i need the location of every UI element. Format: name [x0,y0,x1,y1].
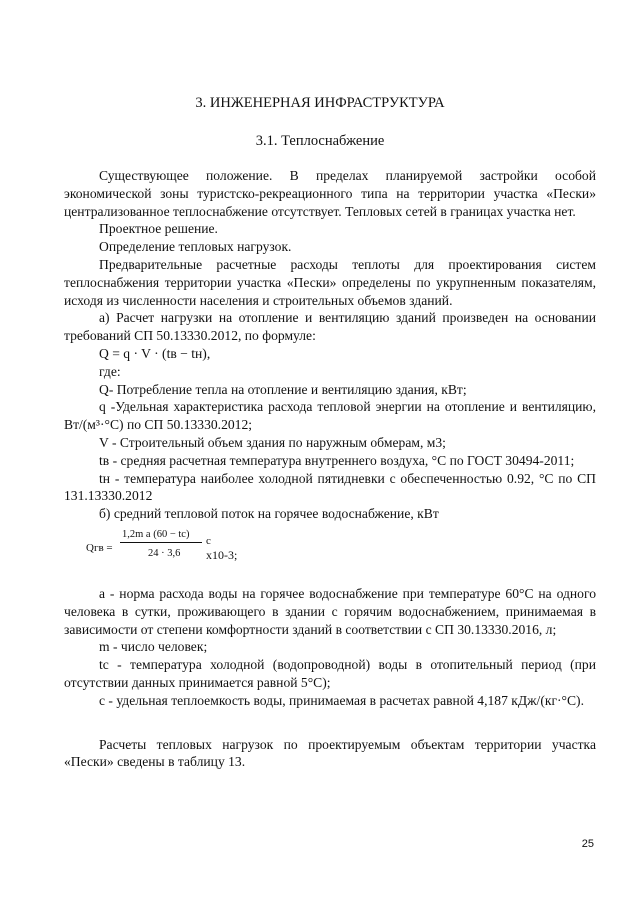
definition-q-total: Q- Потребление тепла на отопление и вентиляцию здания, кВт; [99,381,467,397]
body-text [64,167,596,771]
definition-t-inner: tв - средняя расчетная температура внутреннего воздуха, °С по ГОСТ 30494-2011; [99,452,575,468]
definition-volume: V - Строительный объем здания по наружным обмерам, м3; [99,434,446,450]
heating-formula: Q = q · V · (tв − tн), [99,345,211,361]
formula-denominator: 24 · 3,6 [148,547,181,559]
paragraph-load-definition: Определение тепловых нагрузок. [99,239,292,255]
definition-c: c - удельная теплоемкость воды, принимаемая в расчетах равной 4,187 кДж/(кг·°С). [99,692,584,708]
definition-m: m - число человек; [99,639,208,655]
subsection-title: 3.1. Теплоснабжение [255,133,385,149]
page-number: 25 [581,838,594,850]
paragraph-summary: Расчеты тепловых нагрузок по проектируемым объектам территории участка «Пески» сведены в таблицу 13. [64,736,596,770]
fraction-bar [120,542,202,543]
paragraph-hot-water: б) средний тепловой поток на горячее водоснабжение, кВт [99,506,439,522]
paragraph-heating-calc: а) Расчет нагрузки на отопление и вентиляцию зданий произведен на основании требований СП 50.13330.2012, по формуле: [64,310,596,344]
formula-c: c [206,534,211,547]
where-label: где: [99,363,121,379]
paragraph-existing-situation: Существующее положение. В пределах планируемой застройки особой экономической зоны туристско-рекреационного типа на территории участка «Пески» централизованное теплоснабжение отсутствует. Тепловых сетей в границах участка нет. [64,168,596,219]
formula-numerator: 1,2m a (60 − tс) [122,528,190,540]
definition-tc: tc - температура холодной (водопроводной) воды в отопительный период (при отсутствии данных принимается равной 5°С); [64,657,596,690]
definition-a: a - норма расхода воды на горячее водоснабжение при температуре 60°С на одного человека в сутки, проживающего в здании с горячим водоснабжением, принимаемая в зависимости от степени комфортности зданий в соответствии с СП 30.13330.2016, л; [64,585,596,637]
definition-t-outer: tн - температура наиболее холодной пятидневки с обеспеченностью 0.92, °С по СП 131.13330.2012 [64,470,596,504]
formula-lhs: Qгв = [86,541,113,554]
definition-q-specific: q -Удельная характеристика расхода тепловой энергии на отопление и вентиляцию, Вт/(м³·°С) по СП 50.13330.2012; [64,399,596,433]
spacer [64,710,596,736]
formula-multiplier: x10-3; [206,547,238,562]
paragraph-project-solution: Проектное решение. [99,221,218,237]
paragraph-preliminary: Предварительные расчетные расходы теплоты для проектирования систем теплоснабжения территории участка «Пески» определены по укрупненным показателям, исходя из численности населения и строительных объемов зданий. [64,256,596,308]
section-title: 3. ИНЖЕНЕРНАЯ ИНФРАСТРУКТУРА [195,95,445,111]
hot-water-formula [64,525,596,569]
spacer [64,573,596,585]
